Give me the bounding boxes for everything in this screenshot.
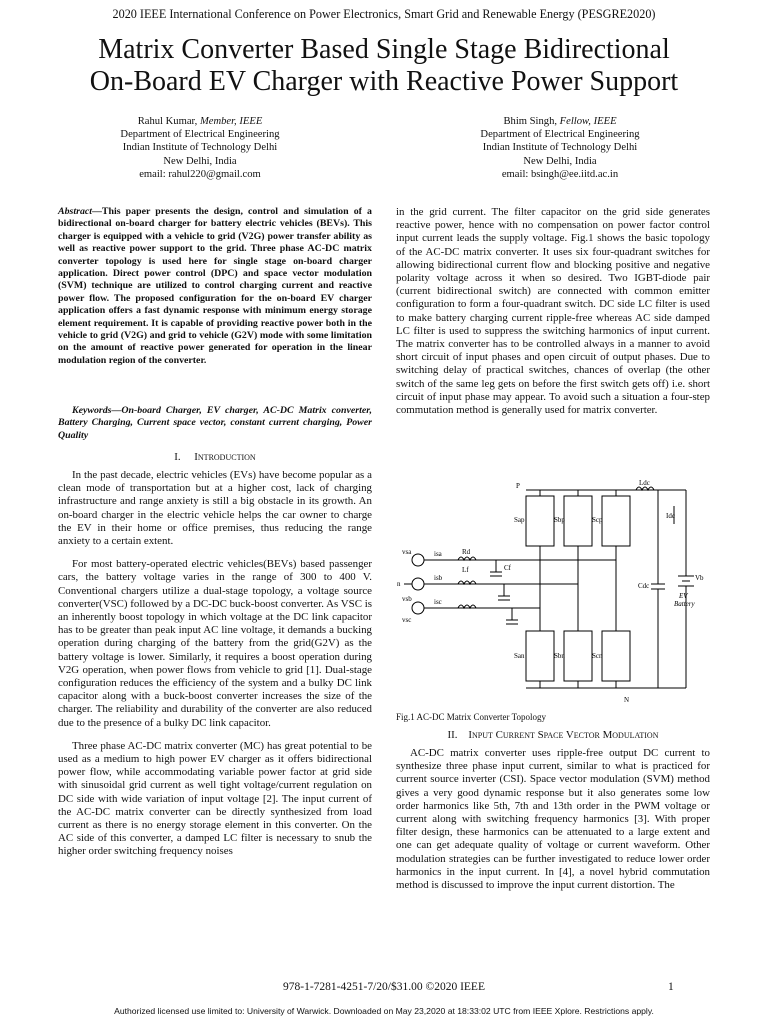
abstract-label: Abstract	[58, 206, 93, 217]
label-p: P	[516, 482, 520, 490]
label-sap: Sap	[514, 516, 525, 524]
abstract-text: —This paper presents the design, control and simulation of a bidirectional on-board charger for battery electric vehicles (BEVs). This charger is equipped with a vehicle to grid (V2G) power transfer ability as well as reactive power support to the grid. Three phase AC-DC matrix converter topology is used here for single stage on-board charger application. Direct power control (DPC) and space vector modulation (SVM) technique are utilized to control charging current and reactive power flow. The proposed configuration for the on-board EV charger application offers a fast dynamic response with minimum energy storage element requirement. It is capable of providing reactive power both in the vehicle to grid (V2G) and grid to vehicle (G2V) mode with some limitation on the amount of reactive power generated for operation in the linear modulation region of the converter.	[58, 206, 372, 366]
section-title: Introduction	[194, 451, 256, 463]
keywords	[58, 405, 372, 442]
author-role: Member, IEEE	[199, 116, 263, 127]
author-role: Fellow, IEEE	[559, 116, 617, 127]
label-scp: Scp	[592, 516, 603, 524]
paragraph: Three phase AC-DC matrix converter (MC) has great potential to be used as a medium to high power EV charger as it offers bidirectional power flow, while accommodating variable power factor at grid side with sinusoidal grid current as well tight voltage/current regulation on DC side with wide variation of input voltage [2]. The input current of the AC-DC matrix converter can be directly synthesized from load current as there is no energy storage element in this converter. On the AC side of this converter, a damped LC filter is necessary to snub the higher order switching frequency noises	[58, 739, 372, 858]
author-city: New Delhi, India	[523, 155, 597, 167]
section-title: Input Current Space Vector Modulation	[468, 729, 659, 741]
label-cf: Cf	[504, 564, 511, 572]
label-isc: isc	[434, 598, 442, 606]
label-idc: Idc	[666, 512, 675, 520]
paragraph: in the grid current. The filter capacitor on the grid side generates reactive power, hence with no compensation on power factor control input current leads the supply voltage. Fig.1 shows the basic topology of the AC-DC matrix converter. It uses six four-quadrant switches for allowing bidirectional current flow and blocking positive and negative polarity voltage across it when so desired. Two IGBT-diode pair (current bidirectional switch) are connected with common emitter configuration to form a four-quadrant switch. DC side LC filter is used to make battery charging current ripple-free whereas AC side damped LC filter is used to suppress the switching harmonics of input current. The matrix converter has to be controlled always in a manner to avoid short circuit of input phases and open circuit of output phases. Due to switching delay of practical switches, chances of overlap (the other switch of the same leg gets on before the first switch gets off) i.e. short circuit of input phase may appear. To avoid such a situation a four-step commutation method is generally used for matrix converter.	[396, 206, 710, 417]
label-vsc: vsc	[402, 616, 412, 624]
author-department: Department of Electrical Engineering	[120, 129, 280, 141]
keywords-text: —On-board Charger, EV charger, AC-DC Matrix converter, Battery Charging, Current space vector, constant current charging, Power Quality	[58, 405, 372, 441]
author-email[interactable]: email: rahul220@gmail.com	[139, 168, 261, 180]
section-heading-2	[396, 729, 710, 741]
label-sbn: Sbn	[554, 652, 565, 660]
author-city: New Delhi, India	[163, 155, 237, 167]
label-isb: isb	[434, 574, 443, 582]
section-2-body	[396, 747, 710, 892]
label-sbp: Sbp	[554, 516, 565, 524]
author-institution: Indian Institute of Technology Delhi	[482, 142, 638, 154]
keywords-label: Keywords	[72, 405, 112, 416]
title-line-2: On-Board EV Charger with Reactive Power Support	[89, 66, 679, 97]
label-neutral: n	[397, 580, 401, 588]
label-ev: EV	[679, 592, 688, 600]
paper-title	[20, 34, 748, 98]
page-number: 1	[668, 981, 674, 993]
label-san: San	[514, 652, 525, 660]
label-vsa: vsa	[402, 548, 412, 556]
label-ldc: Ldc	[639, 479, 650, 487]
right-column-text	[396, 206, 710, 417]
author-name-line	[410, 115, 710, 128]
label-n: N	[624, 696, 630, 704]
paragraph: In the past decade, electric vehicles (EVs) have become popular as a clean mode of transportation but at a higher cost, lack of charging infrastructure and range anxiety is still a big obstacle in its growth. An on-board charger in the electric vehicle helps the car owner to charge the EV in their home or office premises, thus reducing the range anxiety to a certain extent.	[58, 469, 372, 548]
section-heading-1	[58, 451, 372, 463]
label-vsb: vsb	[402, 595, 412, 603]
label-isa: isa	[434, 550, 442, 558]
label-battery: Battery	[674, 600, 695, 608]
introduction-body	[58, 469, 372, 869]
copyright-footer: 978-1-7281-4251-7/20/$31.00 ©2020 IEEE	[283, 981, 485, 993]
section-number: I.	[174, 451, 181, 463]
figure-caption: Fig.1 AC-DC Matrix Converter Topology	[396, 712, 546, 722]
author-name: Bhim Singh,	[503, 116, 560, 127]
label-cdc: Cdc	[638, 582, 650, 590]
author-department: Department of Electrical Engineering	[480, 129, 640, 141]
abstract	[58, 206, 372, 367]
paragraph: For most battery-operated electric vehicles(BEVs) based passenger cars, the battery voltage varies in the range of 300 to 400 V. Conventional chargers utilize a dual-stage topology, a voltage source converter(VSC) followed by a DC-DC buck-boost converter. As VSC is an inherently boost topology in which voltage at the DC link capacitor has to be greater than peak input AC line voltage, it demands a bucking operation during charging of the battery from the grid(G2V) as the battery voltage is lower. Similarly, it requires a boost operation during V2G operation, when power flows from vehicle to grid [1]. Dual-stage configuration reduces the efficiency of the system and a bulky DC link capacitor along with a buck-boost converter increases the size of the charger. The reliability and durability of the converter are also reduced due to the presence of a bulky DC link capacitor.	[58, 558, 372, 729]
author-email[interactable]: email: bsingh@ee.iitd.ac.in	[501, 168, 619, 180]
author-block-2	[410, 115, 710, 181]
label-lf: Lf	[462, 566, 469, 574]
author-name: Rahul Kumar,	[137, 116, 200, 127]
label-rd: Rd	[462, 548, 471, 556]
paragraph: AC-DC matrix converter uses ripple-free output DC current to synthesize three phase input current, similar to what is practiced for current source inverter (CSI). Space vector modulation (SVM) method gives a very good dynamic response but it also generates some low order harmonics like 5th, 7th and 13th order in the PWM voltage or current along with switching frequency harmonics [3]. With proper filter design, these harmonics can be attenuated to a large extent and one can get adequate quality of voltage or current waveform. Other modulation strategies can be further investigated to reduce lower order harmonics in the input current. In [4], a novel hybrid commutation method is discussed to improve the input current distortion. The	[396, 747, 710, 892]
section-number: II.	[447, 729, 458, 741]
matrix-converter-schematic	[396, 476, 710, 706]
author-institution: Indian Institute of Technology Delhi	[122, 142, 278, 154]
license-notice: Authorized licensed use limited to: University of Warwick. Downloaded on May 23,2020 at 18:33:02 UTC from IEEE Xplore. Restrictions apply.	[114, 1006, 654, 1016]
label-vb: Vb	[695, 574, 704, 582]
label-scn: Scn	[592, 652, 603, 660]
conference-header: 2020 IEEE International Conference on Power Electronics, Smart Grid and Renewable Energy (PESGRE2020)	[112, 7, 656, 21]
author-block-1	[50, 115, 350, 181]
author-name-line	[50, 115, 350, 128]
title-line-1: Matrix Converter Based Single Stage Bidirectional	[98, 34, 670, 65]
figure-1-circuit	[396, 476, 710, 706]
